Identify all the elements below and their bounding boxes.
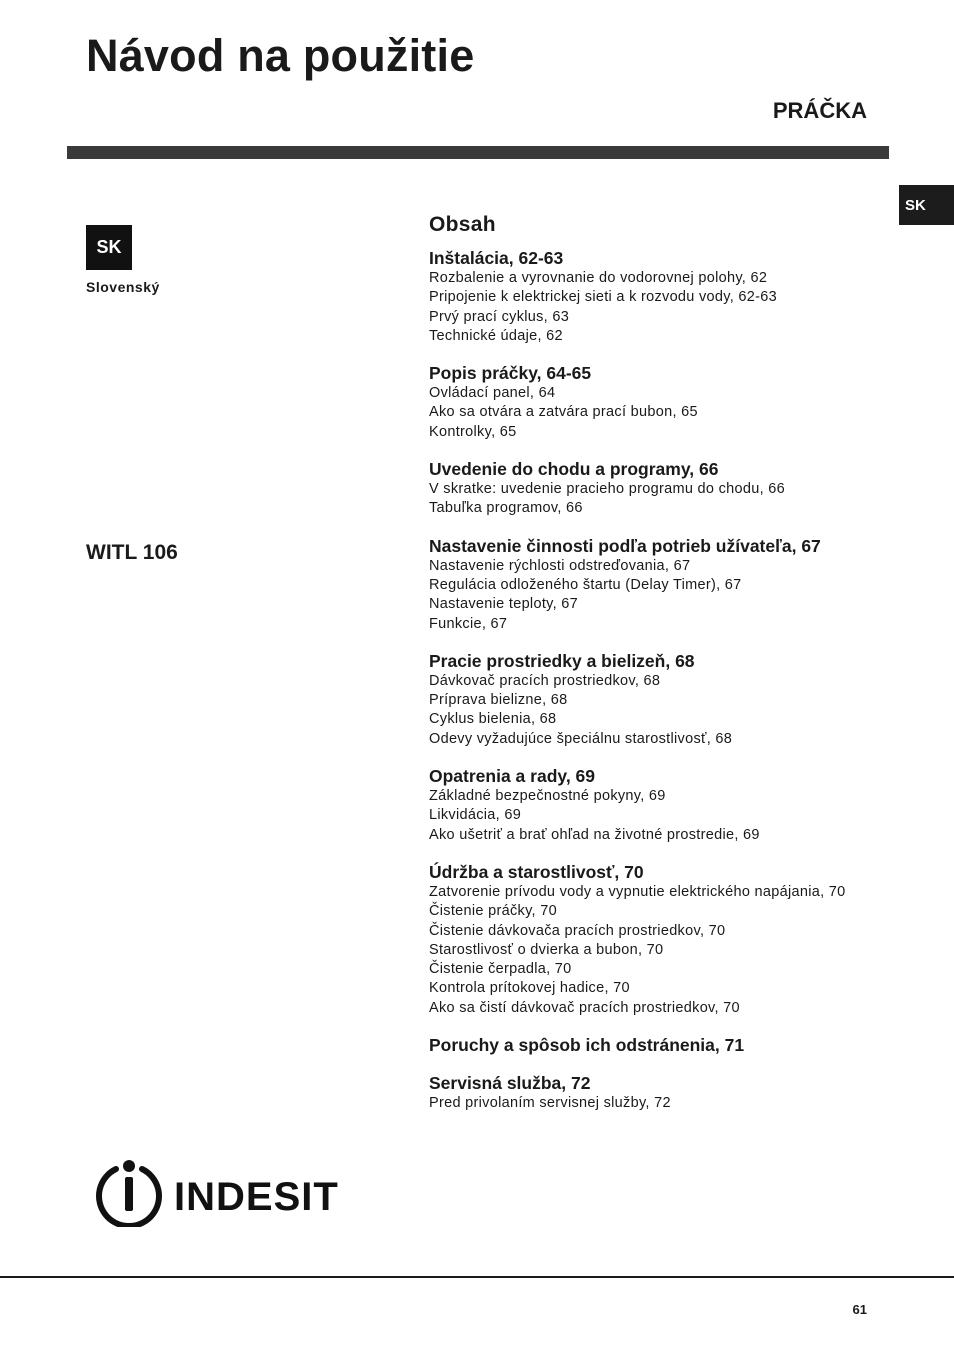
toc-section-title[interactable]: Pracie prostriedky a bielizeň, 68 xyxy=(429,650,695,671)
toc-item[interactable]: Starostlivosť o dvierka a bubon, 70 xyxy=(429,941,664,958)
toc-item[interactable]: Cyklus bielenia, 68 xyxy=(429,711,557,728)
toc-section-title[interactable]: Poruchy a spôsob ich odstránenia, 71 xyxy=(429,1035,745,1056)
toc-section xyxy=(429,650,899,749)
toc-item[interactable]: Kontrolky, 65 xyxy=(429,423,517,440)
toc-item[interactable]: Rozbalenie a vyrovnanie do vodorovnej polohy, 62 xyxy=(429,270,768,286)
toc-section xyxy=(429,362,899,442)
toc-item[interactable]: Ovládací panel, 64 xyxy=(429,385,556,402)
toc-section xyxy=(429,1034,899,1056)
toc-item[interactable]: Ako sa čistí dávkovač pracích prostriedkov, 70 xyxy=(429,999,740,1016)
toc-section xyxy=(429,247,899,346)
product-subtitle: PRÁČKA xyxy=(772,98,867,123)
toc-item[interactable]: Likvidácia, 69 xyxy=(429,807,522,824)
logo-wordmark: INDESIT xyxy=(174,1175,339,1219)
toc-item[interactable]: Ako ušetriť a brať ohľad na životné prostredie, 69 xyxy=(429,826,760,843)
toc-item-list xyxy=(429,672,899,749)
toc-sections xyxy=(429,247,899,1113)
toc-section-title[interactable]: Popis práčky, 64-65 xyxy=(429,363,592,384)
toc-item-list xyxy=(429,480,899,519)
page-title: Návod na použitie xyxy=(86,30,475,81)
toc-item[interactable]: Kontrola prítokovej hadice, 70 xyxy=(429,980,630,997)
toc-section xyxy=(429,861,899,1018)
logo-stem xyxy=(125,1177,133,1211)
indesit-logo xyxy=(94,1159,354,1227)
toc-item[interactable]: Tabuľka programov, 66 xyxy=(429,500,583,517)
language-badge: SK xyxy=(86,225,132,270)
toc-item[interactable]: Zatvorenie prívodu vody a vypnutie elektrického napájania, 70 xyxy=(429,883,846,900)
toc-section xyxy=(429,1072,899,1113)
toc-section xyxy=(429,535,899,634)
toc-item[interactable]: Základné bezpečnostné pokyny, 69 xyxy=(429,788,666,805)
footer-rule xyxy=(0,1276,954,1278)
toc-item[interactable]: Technické údaje, 62 xyxy=(429,327,563,344)
toc-section xyxy=(429,765,899,845)
toc-item[interactable]: Regulácia odloženého štartu (Delay Timer), 67 xyxy=(429,576,742,593)
toc-item-list xyxy=(429,384,899,442)
page-number: 61 xyxy=(852,1302,867,1317)
toc-section-title[interactable]: Inštalácia, 62-63 xyxy=(429,248,564,268)
toc-item-list xyxy=(429,1094,899,1113)
logo-dot xyxy=(123,1160,135,1172)
toc-item-list xyxy=(429,269,899,346)
toc-item[interactable]: Dávkovač pracích prostriedkov, 68 xyxy=(429,672,661,689)
table-of-contents xyxy=(429,213,899,1113)
toc-item[interactable]: Odevy vyžadujúce špeciálnu starostlivosť, 68 xyxy=(429,730,733,747)
toc-item-list xyxy=(429,883,899,1018)
toc-item[interactable]: V skratke: uvedenie pracieho programu do chodu, 66 xyxy=(429,481,785,498)
toc-item[interactable]: Nastavenie teploty, 67 xyxy=(429,596,579,613)
toc-section xyxy=(429,458,899,519)
toc-item[interactable]: Pripojenie k elektrickej sieti a k rozvodu vody, 62-63 xyxy=(429,289,777,306)
toc-section-title[interactable]: Údržba a starostlivosť, 70 xyxy=(429,861,644,882)
toc-item[interactable]: Prvý prací cyklus, 63 xyxy=(429,308,570,325)
toc-item[interactable]: Ako sa otvára a zatvára prací bubon, 65 xyxy=(429,404,698,421)
toc-section-title[interactable]: Uvedenie do chodu a programy, 66 xyxy=(429,459,719,480)
toc-item[interactable]: Nastavenie rýchlosti odstreďovania, 67 xyxy=(429,557,691,574)
toc-section-title[interactable]: Servisná služba, 72 xyxy=(429,1073,591,1094)
toc-item[interactable]: Čistenie dávkovača pracích prostriedkov, 70 xyxy=(429,922,726,939)
language-name: Slovenský xyxy=(86,279,160,295)
toc-item[interactable]: Príprava bielizne, 68 xyxy=(429,692,568,709)
toc-item[interactable]: Čistenie práčky, 70 xyxy=(429,903,557,920)
toc-item[interactable]: Funkcie, 67 xyxy=(429,615,508,632)
toc-heading: Obsah xyxy=(429,213,496,236)
toc-item-list xyxy=(429,787,899,845)
toc-section-title[interactable]: Opatrenia a rady, 69 xyxy=(429,766,596,787)
toc-item[interactable]: Čistenie čerpadla, 70 xyxy=(429,961,572,978)
side-language-tab: SK xyxy=(899,185,954,225)
toc-item-list xyxy=(429,557,899,634)
header-rule xyxy=(67,146,889,159)
model-name: WITL 106 xyxy=(86,541,178,564)
toc-item[interactable]: Pred privolaním servisnej služby, 72 xyxy=(429,1095,671,1112)
toc-section-title[interactable]: Nastavenie činnosti podľa potrieb užívateľa, 67 xyxy=(429,535,821,556)
